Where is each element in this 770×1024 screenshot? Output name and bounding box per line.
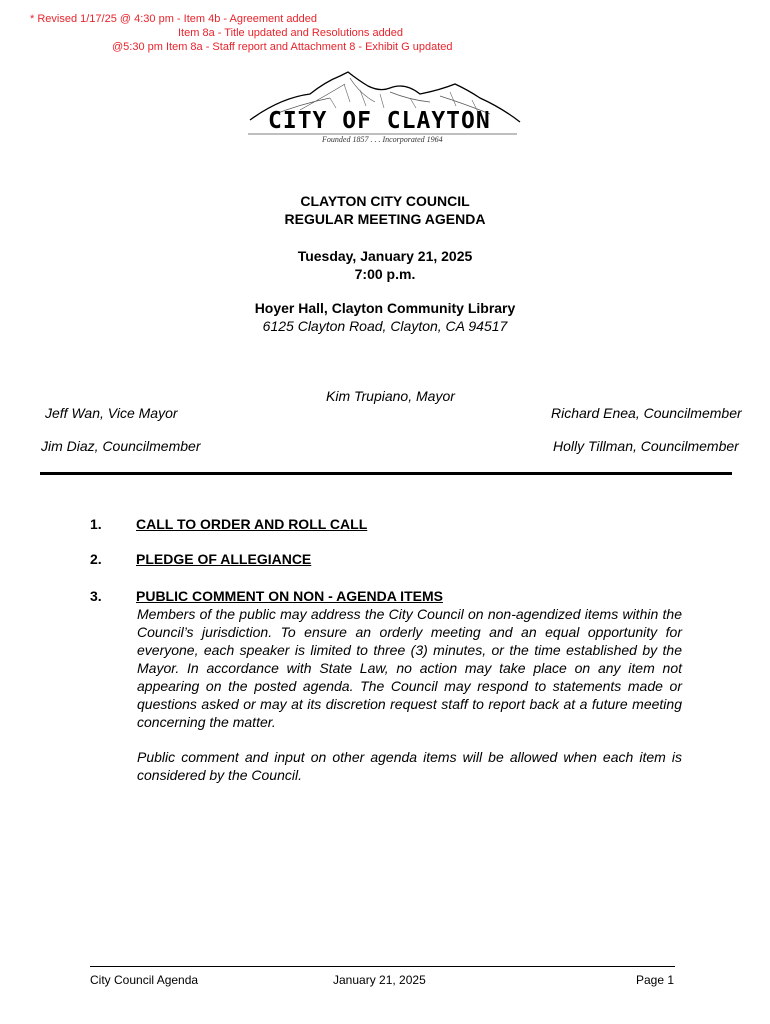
footer-date: January 21, 2025 [333,973,426,987]
footer-page-number: Page 1 [636,973,675,987]
city-logo [240,68,525,158]
meeting-location: Hoyer Hall, Clayton Community Library [254,300,516,316]
revision-note-3: @5:30 pm Item 8a - Staff report and Attachment 8 - Exhibit G updated [112,41,453,53]
meeting-date: Tuesday, January 21, 2025 [297,248,473,264]
vice-mayor-name: Jeff Wan, Vice Mayor [45,405,178,421]
logo-title: CITY OF CLAYTON [268,108,491,134]
meeting-address: 6125 Clayton Road, Clayton, CA 94517 [262,318,508,334]
item-number: 3. [90,588,102,604]
logo-subtitle: Founded 1857 . . . Incorporated 1964 [322,135,443,144]
public-comment-paragraph-2: Public comment and input on other agenda items will be allowed when each item is considered by the Council. [137,749,682,783]
public-comment-paragraph-1: Members of the public may address the City Council on non-agendized items within the Council’s jurisdiction. To ensure an orderly meeting and an equal opportunity for everyone, each speaker is limited to three (3) minutes, or the time established by the Mayor. In accordance with State Law, no action may take place on any item not appearing on the posted agenda. The Council may respond to statements made or questions asked or may at its discretion request staff to report back at a future meeting concerning the matter. [137,606,682,730]
councilmember-tillman: Holly Tillman, Councilmember [553,438,739,454]
footer-document-title: City Council Agenda [90,973,199,987]
revision-note-2: Item 8a - Title updated and Resolutions added [178,27,404,39]
item-number: 1. [90,516,102,532]
revision-note-1: * Revised 1/17/25 @ 4:30 pm - Item 4b - Agreement added [30,13,317,25]
meeting-time: 7:00 p.m. [354,266,416,282]
header-divider [40,472,732,475]
item-number: 2. [90,551,102,567]
footer-divider [90,966,675,967]
item-title: PUBLIC COMMENT ON NON - AGENDA ITEMS [136,588,443,604]
council-title: CLAYTON CITY COUNCIL [300,193,470,209]
councilmember-diaz: Jim Diaz, Councilmember [41,438,201,454]
item-title: PLEDGE OF ALLEGIANCE [136,551,312,567]
mayor-name: Kim Trupiano, Mayor [326,388,455,404]
agenda-title: REGULAR MEETING AGENDA [284,211,486,227]
councilmember-enea: Richard Enea, Councilmember [551,405,742,421]
item-title: CALL TO ORDER AND ROLL CALL [136,516,368,532]
